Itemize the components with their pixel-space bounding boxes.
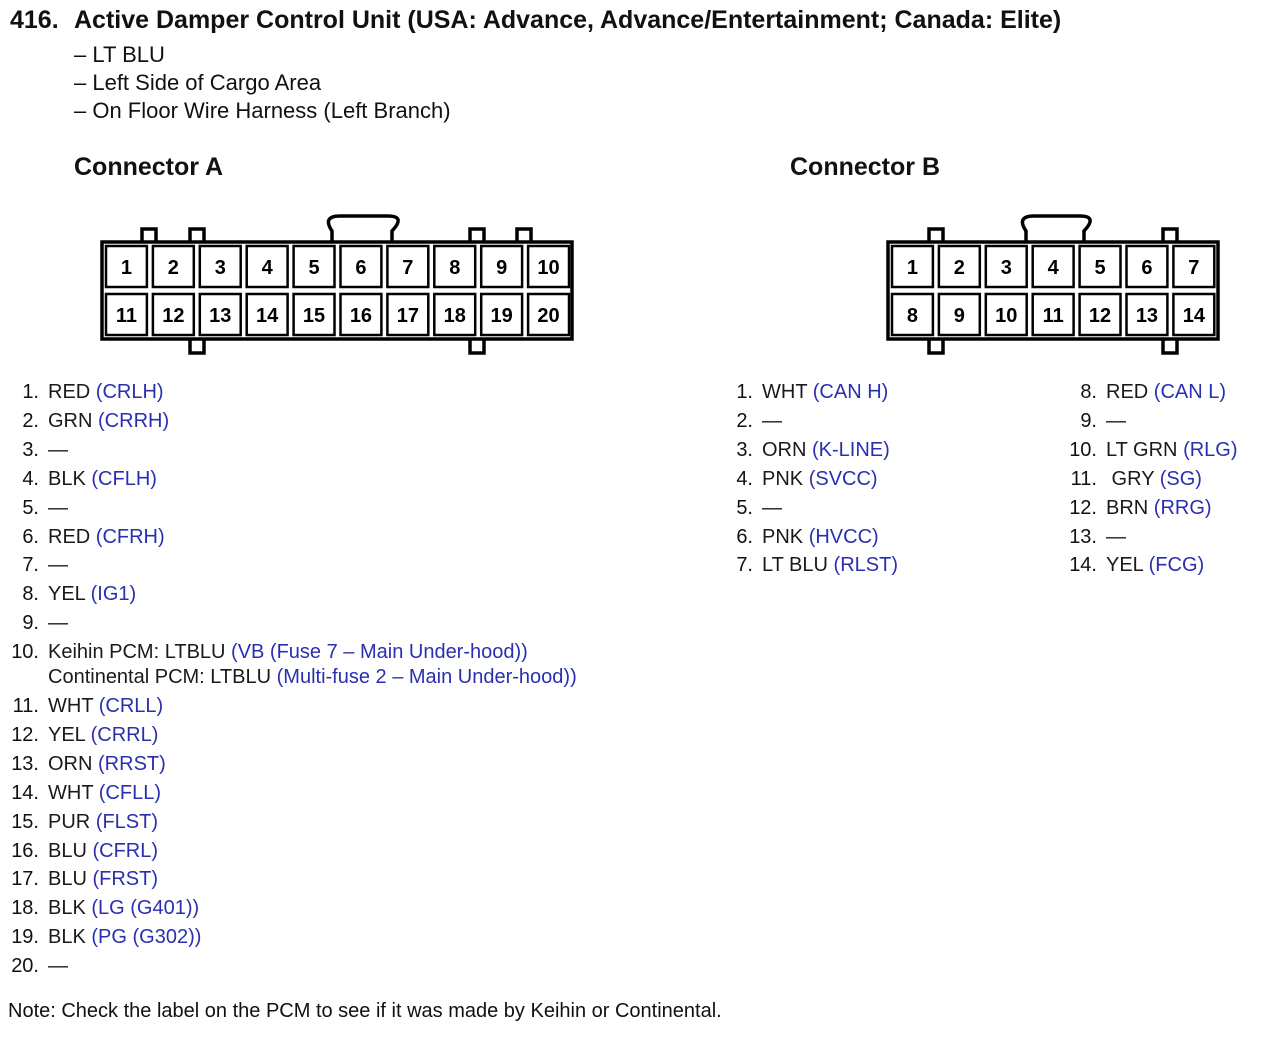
pin-list-item (1062, 525, 1126, 554)
wire-color: GRY (1106, 467, 1155, 490)
pin-number: 14. (11, 781, 39, 804)
pin-number: 2. (736, 409, 753, 432)
pin-number-label: 17 (396, 305, 419, 327)
wire-color: RED (48, 525, 91, 548)
signal-name: (RLG) (1183, 438, 1238, 461)
wire-color: BLU (48, 868, 87, 891)
wire-color: BRN (1106, 496, 1149, 519)
pin-list-item (1062, 438, 1238, 467)
pin-list-item (8, 582, 136, 611)
pin-number-label: 9 (953, 305, 965, 327)
pin-number: 7. (22, 554, 39, 577)
wire-color: LT BLU (762, 554, 828, 577)
wire-color: BLK (48, 467, 86, 490)
pin-number: 1. (736, 381, 753, 403)
wire-color: ORN (762, 438, 807, 461)
pin-number: 9. (22, 612, 39, 635)
wire-color: — (48, 438, 68, 461)
signal-name: (PG (G302)) (91, 926, 202, 949)
wire-color: — (48, 496, 68, 519)
pin-list-item (1062, 496, 1212, 525)
signal-name: (LG (G401)) (91, 897, 200, 920)
pin-number-label: 18 (443, 305, 466, 327)
pin-number-label: 20 (537, 305, 560, 327)
pin-number-label: 2 (953, 257, 965, 279)
signal-name: (RRG) (1153, 496, 1212, 519)
pin-list-item (8, 665, 577, 694)
wire-color: BLK (48, 897, 86, 920)
wire-color: WHT (762, 381, 808, 403)
signal-name: (CAN L) (1153, 381, 1227, 403)
wire-color: ORN (48, 752, 93, 775)
wire-color: — (48, 955, 68, 978)
pin-list-item (8, 867, 158, 896)
wire-color: GRN (48, 409, 93, 432)
pin-list-item (8, 723, 158, 752)
pin-number: 3. (22, 438, 39, 461)
pin-number-label: 3 (1000, 257, 1012, 279)
pin-list-item (726, 380, 888, 409)
pin-list-item (726, 409, 782, 438)
pin-number: 11. (1070, 467, 1097, 490)
pin-number-label: 13 (1135, 305, 1159, 327)
pin-number: 5. (22, 496, 39, 519)
pin-number: 15. (11, 810, 39, 833)
pin-number-label: 2 (167, 257, 179, 279)
pin-number: 10. (1069, 438, 1097, 461)
pin-number-label: 11 (1042, 305, 1064, 327)
pin-list-item (726, 467, 878, 496)
wire-color: — (1106, 409, 1126, 432)
pin-list-item (8, 925, 201, 954)
pin-number: 7. (736, 554, 753, 577)
pin-number-label: 4 (261, 257, 273, 279)
pin-list-item (726, 553, 898, 582)
wire-color: — (48, 612, 68, 635)
signal-name: (CRLH) (95, 381, 164, 403)
pin-number-label: 19 (490, 305, 513, 327)
pin-number-label: 10 (537, 257, 560, 279)
pin-list-item (1062, 409, 1126, 438)
signal-name: (SVCC) (808, 467, 878, 490)
signal-name: (CRRH) (98, 409, 170, 432)
wire-color: BLK (48, 926, 86, 949)
pin-list-item (8, 611, 68, 640)
pin-number: 4. (736, 467, 753, 490)
pin-number-label: 10 (995, 305, 1018, 327)
pin-list-item (726, 496, 782, 525)
signal-name: (CAN H) (812, 381, 889, 403)
wire-color: WHT (48, 781, 94, 804)
pin-number: 13. (11, 752, 39, 775)
signal-name: (CRLL) (98, 695, 164, 717)
pin-list-item (8, 380, 164, 409)
signal-name: (FCG) (1148, 554, 1205, 577)
detail-location: – Left Side of Cargo Area (74, 70, 322, 95)
pin-number-label: 12 (1088, 305, 1112, 327)
pin-number: 14. (1069, 554, 1097, 577)
pin-number-label: 7 (402, 257, 414, 279)
pin-number: 16. (11, 839, 39, 862)
pin-list-item (8, 438, 68, 467)
pin-number: 17. (11, 868, 39, 891)
pin-list-item (726, 438, 890, 467)
wire-color: WHT (48, 695, 94, 717)
pin-number-label: 4 (1047, 257, 1059, 279)
wire-color: YEL (48, 583, 86, 606)
note: Note: Check the label on the PCM to see if it was made by Keihin or Continental. (8, 1000, 722, 1022)
wire-color: Continental PCM: LTBLU (48, 666, 277, 689)
pin-list-item (8, 896, 199, 925)
pin-number: 1. (22, 381, 39, 403)
pin-number-label: 3 (214, 257, 226, 279)
pin-number: 9. (1080, 409, 1097, 432)
pin-list-item (8, 553, 68, 582)
wire-color: PNK (762, 525, 804, 548)
pin-number-label: 9 (496, 257, 508, 279)
pin-list-item (8, 525, 165, 554)
wire-color: — (48, 554, 68, 577)
pin-number: 8. (1080, 381, 1097, 403)
pin-number-label: 6 (355, 257, 367, 279)
pin-number: 10. (11, 641, 39, 664)
signal-name: (CRRL) (90, 723, 159, 746)
detail-wire-color: – LT BLU (74, 42, 165, 67)
pin-number: 12. (1069, 496, 1097, 519)
wire-color: PUR (48, 810, 91, 833)
pin-list-item (8, 752, 166, 781)
pin-list-item (8, 467, 157, 496)
pin-number: 6. (22, 525, 39, 548)
signal-name: (RRST) (98, 752, 166, 775)
pin-list-item (8, 694, 163, 723)
pin-number-label: 14 (256, 305, 279, 327)
pin-number: 19. (11, 926, 39, 949)
signal-name: (SG) (1159, 467, 1202, 490)
pin-list-item (8, 810, 158, 839)
pin-number: 13. (1069, 525, 1097, 548)
connector-b-diagram (0, 0, 1262, 380)
component-number: 416. (10, 6, 59, 34)
pin-list-item (8, 409, 169, 438)
wire-color: YEL (48, 723, 86, 746)
signal-name: (FRST) (92, 868, 159, 891)
pin-number-label: 16 (349, 305, 373, 327)
signal-name: (CFRL) (92, 839, 159, 862)
connector-a-title: Connector A (74, 153, 224, 181)
pin-number: 4. (22, 467, 39, 490)
pin-list-item (1062, 553, 1204, 582)
pin-number: 12. (11, 723, 39, 746)
pin-number: 18. (11, 897, 39, 920)
pin-number-label: 8 (449, 257, 461, 279)
pin-number-label: 8 (906, 305, 919, 327)
signal-name: (FLST) (95, 810, 159, 833)
signal-name: (VB (Fuse 7 – Main Under-hood)) (231, 641, 528, 664)
pin-number-label: 13 (209, 305, 232, 327)
pin-number: 3. (736, 438, 753, 461)
pin-list-item (8, 496, 68, 525)
detail-harness: – On Floor Wire Harness (Left Branch) (74, 98, 451, 123)
wire-color: RED (1106, 381, 1149, 403)
pin-number-label: 6 (1141, 257, 1153, 279)
pin-number-label: 11 (115, 305, 138, 327)
pin-number-label: 1 (120, 257, 133, 279)
pin-list-item (8, 839, 158, 868)
wire-color: LT GRN (1106, 438, 1178, 461)
wire-color: — (1106, 525, 1126, 548)
pin-number-label: 15 (302, 305, 326, 327)
pin-list-item (726, 525, 879, 554)
pin-number-label: 5 (1094, 257, 1106, 279)
pin-list-item (8, 781, 161, 810)
pin-number-label: 7 (1188, 257, 1200, 279)
pin-number: 2. (22, 409, 39, 432)
pin-number-label: 1 (906, 257, 919, 279)
pin-number-label: 5 (308, 257, 320, 279)
wire-color: Keihin PCM: LTBLU (48, 641, 232, 664)
signal-name: (RLST) (833, 554, 898, 577)
component-name: Active Damper Control Unit (USA: Advance, Advance/Entertainment; Canada: Elite) (74, 6, 1062, 34)
wire-color: — (762, 496, 782, 519)
connector-b-title: Connector B (790, 153, 940, 181)
wire-color: BLU (48, 839, 87, 862)
pin-list-item (8, 954, 68, 983)
pin-list-item (1062, 380, 1226, 409)
signal-name: (CFRH) (95, 525, 165, 548)
pin-number: 8. (22, 583, 39, 606)
signal-name: (CFLL) (98, 781, 161, 804)
signal-name: (HVCC) (808, 525, 879, 548)
pin-number-label: 12 (162, 305, 185, 327)
signal-name: (IG1) (90, 583, 137, 606)
signal-name: (K-LINE) (812, 438, 890, 461)
signal-name: (CFLH) (91, 467, 157, 490)
wire-color: — (762, 409, 782, 432)
pin-number: 6. (736, 525, 753, 548)
pin-list-item (1062, 467, 1202, 496)
pin-number: 11. (12, 695, 39, 717)
wire-color: RED (48, 381, 91, 403)
signal-name: (Multi-fuse 2 – Main Under-hood)) (276, 666, 577, 689)
wire-color: PNK (762, 467, 804, 490)
pin-number-label: 14 (1182, 305, 1205, 327)
pin-number: 5. (736, 496, 753, 519)
wire-color: YEL (1106, 554, 1144, 577)
pin-number: 20. (11, 955, 39, 978)
